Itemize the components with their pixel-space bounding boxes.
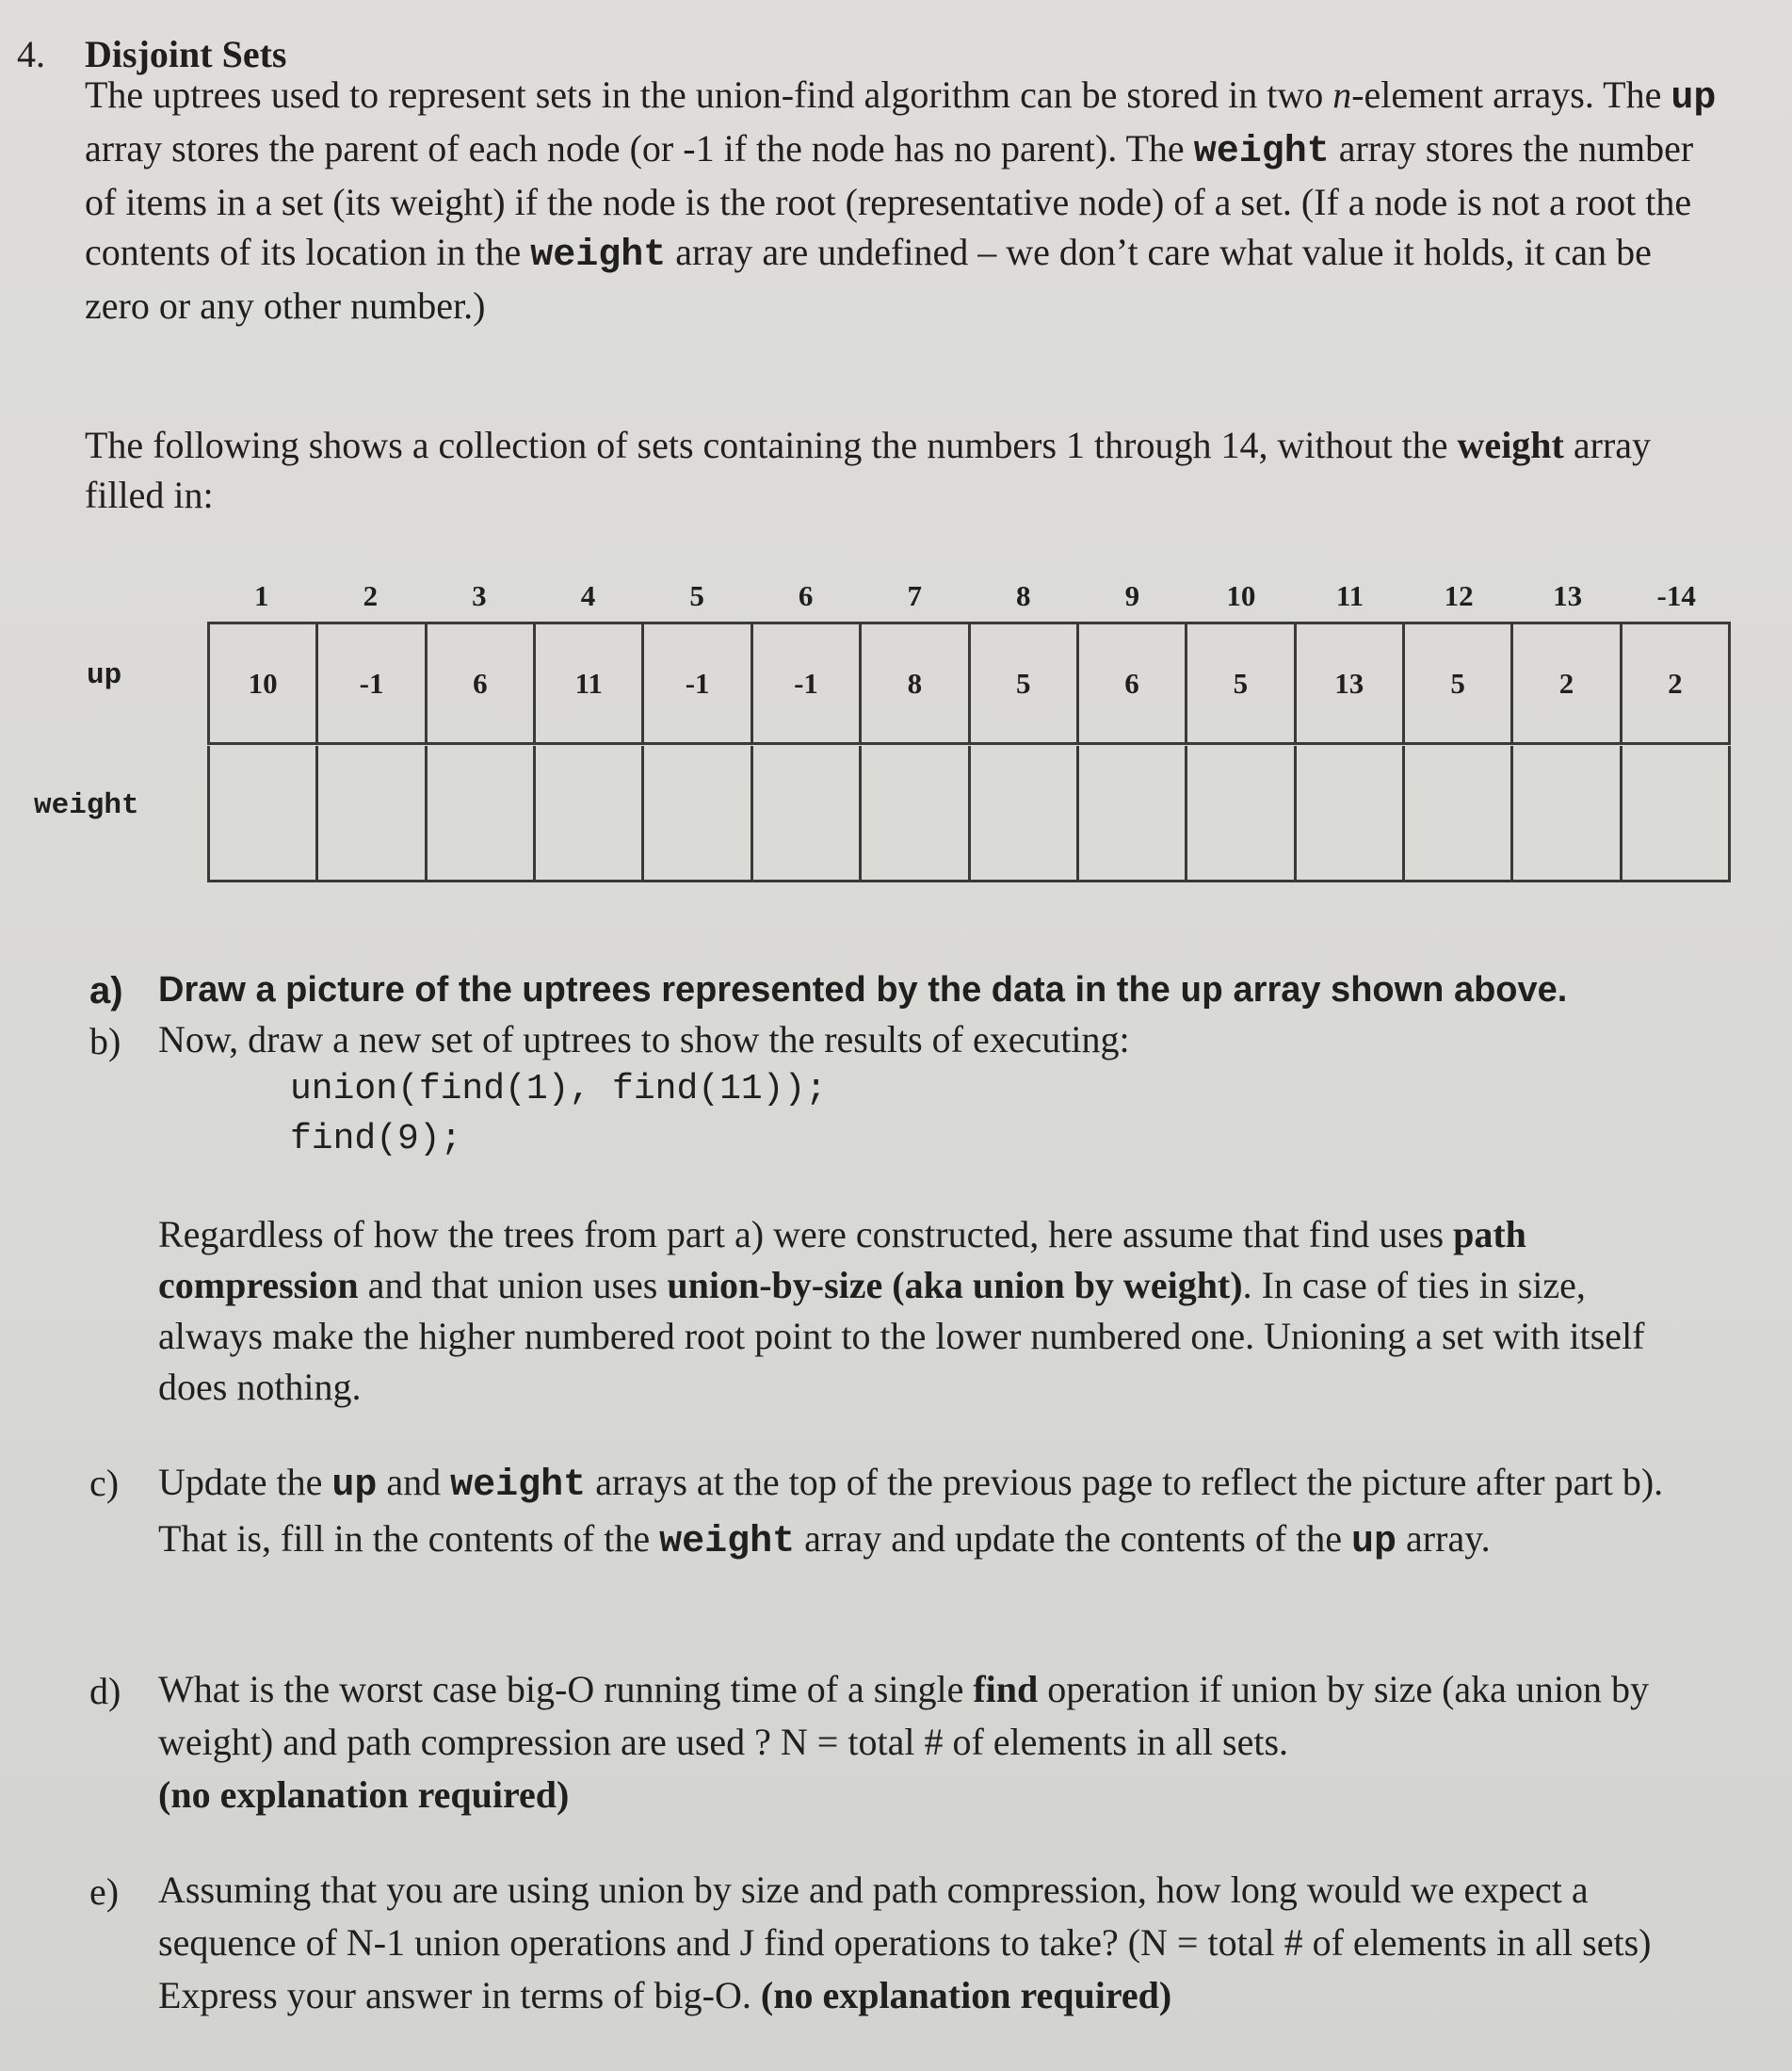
weight-array-row	[207, 746, 1731, 882]
index-label: 9	[1124, 579, 1140, 612]
part-c-text-5: array.	[1396, 1517, 1491, 1560]
part-b-note-1: Regardless of how the trees from part a) were constructed, here assume that find uses	[158, 1213, 1454, 1255]
part-d-label: d)	[89, 1670, 121, 1712]
up-cell: 13	[1297, 624, 1405, 742]
index-row	[0, 579, 1792, 617]
weight-cell[interactable]	[536, 746, 644, 880]
intro-n: n	[1332, 73, 1352, 116]
part-d-find: find	[973, 1668, 1039, 1710]
index-label: 11	[1335, 579, 1364, 612]
weight-cell[interactable]	[1513, 746, 1622, 880]
part-a-text	[158, 964, 1703, 1018]
index-label: 7	[907, 579, 922, 612]
up-cell: 10	[210, 624, 318, 742]
part-c-text-2: and	[377, 1461, 451, 1503]
up-cell: 6	[1079, 624, 1187, 742]
weight-cell[interactable]	[971, 746, 1079, 880]
intro-text-2: -element arrays. The	[1351, 73, 1671, 116]
intro-text-3: array stores the parent of each node (or -1 if the node has no parent). The	[85, 127, 1194, 170]
up-cell: 2	[1668, 666, 1683, 700]
part-c-text-4: array and update the contents of the	[795, 1517, 1352, 1560]
up-array-row	[207, 622, 1731, 745]
question-title: Disjoint Sets	[85, 33, 287, 75]
part-c-text	[158, 1456, 1693, 1569]
up-cell: 11	[536, 624, 644, 742]
weight-cell[interactable]	[1297, 746, 1405, 880]
up-cell: 2	[1513, 624, 1622, 742]
up-cell: 5	[971, 624, 1079, 742]
up-cell: 5	[1405, 624, 1513, 742]
weight-row-label: weight	[34, 789, 139, 822]
up-cell: 8	[862, 624, 970, 742]
part-c-up-code-2: up	[1351, 1521, 1397, 1563]
intro-text-1: The uptrees used to represent sets in the union-find algorithm can be stored in two	[85, 73, 1333, 116]
intro-text-5: array are undefined – we don’t care what value it holds, it can be zero or any other number.)	[85, 231, 1652, 327]
part-c-text-3: arrays at the top of the previous page to reflect the picture after part b). That is, fill in the contents of the	[158, 1461, 1664, 1560]
part-b-label: b)	[89, 1020, 121, 1062]
index-label: 6	[798, 579, 814, 612]
index-label: -14	[1656, 579, 1696, 612]
part-e-text-1: Assuming that you are using union by size and path compression, how long would we expect a sequence of N-1 union operations and J find operations to take? (N = total # of elements in all sets) Express your answer in terms of big-O.	[158, 1869, 1652, 2016]
part-e-label: e)	[89, 1870, 120, 1913]
index-label: 13	[1553, 579, 1583, 612]
part-a-text-2: array shown above.	[1222, 970, 1568, 1010]
weight-cell[interactable]	[428, 746, 536, 880]
part-a-text-1: Draw a picture of the uptrees represented by the data in the	[158, 970, 1181, 1010]
up-cell: -1	[753, 624, 862, 742]
index-label: 12	[1444, 579, 1474, 612]
part-b-note-2: and that union uses	[358, 1264, 668, 1306]
index-label: 4	[580, 579, 596, 612]
part-b-note-3: . In case of ties in size, always make the higher numbered root point to the lower numbered one. Unioning a set with itself does nothing.	[158, 1264, 1645, 1408]
index-label: 8	[1016, 579, 1031, 612]
index-label: 5	[689, 579, 704, 612]
following-weight: weight	[1457, 424, 1564, 466]
following-paragraph	[85, 420, 1723, 520]
part-b-note	[158, 1209, 1693, 1413]
part-c-weight-code: weight	[450, 1464, 587, 1507]
up-cell: -1	[644, 624, 752, 742]
part-e-text	[158, 1864, 1703, 2022]
up-cell: 6	[428, 624, 536, 742]
up-row-label: up	[87, 659, 122, 692]
intro-weight-code: weight	[1193, 131, 1330, 173]
part-a-label: a)	[89, 970, 123, 1011]
part-a-up-code: up	[1180, 972, 1223, 1012]
intro-up-code: up	[1671, 77, 1717, 120]
weight-cell[interactable]	[1405, 746, 1513, 880]
intro-paragraph	[85, 70, 1723, 331]
weight-cell[interactable]	[318, 746, 427, 880]
question-number: 4.	[17, 33, 45, 75]
weight-cell[interactable]	[1079, 746, 1187, 880]
part-b-text: Now, draw a new set of uptrees to show the results of executing:	[158, 1018, 1130, 1060]
weight-cell[interactable]	[1622, 746, 1728, 880]
code-line-find: find(9);	[290, 1119, 462, 1159]
intro-text-4: array stores the number of items in a set (its weight) if the node is the root (representative node) of a set. (If a node is not a root the contents of its location in the	[85, 127, 1694, 273]
following-text-1: The following shows a collection of sets containing the numbers 1 through 14, without the	[85, 424, 1458, 466]
code-line-union: union(find(1), find(11));	[290, 1069, 828, 1109]
index-label: 1	[254, 579, 269, 612]
part-e-no-explanation: (no explanation required)	[760, 1974, 1172, 2016]
weight-cell[interactable]	[210, 746, 318, 880]
part-c-weight-code-2: weight	[659, 1521, 796, 1563]
index-label: 3	[472, 579, 487, 612]
part-d-text-2: operation if union by size (aka union by weight) and path compression are used ? N = total # of elements in all sets.	[158, 1668, 1650, 1763]
up-cell: -1	[318, 624, 427, 742]
part-c-label: c)	[89, 1462, 120, 1504]
following-text-2: array filled in:	[85, 424, 1652, 516]
index-label: 2	[363, 579, 379, 612]
weight-cell[interactable]	[1187, 746, 1296, 880]
part-c-text-1: Update the	[158, 1461, 332, 1503]
weight-cell[interactable]	[644, 746, 752, 880]
part-d-text-1: What is the worst case big-O running time of a single	[158, 1668, 974, 1710]
index-label: 10	[1226, 579, 1256, 612]
part-d-text	[158, 1663, 1712, 1821]
part-b-note-bold-2: union-by-size (aka union by weight)	[667, 1264, 1243, 1306]
part-b-note-bold-1: path compression	[158, 1213, 1526, 1306]
up-cell: 5	[1187, 624, 1296, 742]
part-c-up-code: up	[331, 1464, 378, 1507]
intro-weight-code-2: weight	[530, 235, 667, 277]
weight-cell[interactable]	[753, 746, 862, 880]
part-d-no-explanation: (no explanation required)	[158, 1773, 570, 1816]
weight-cell[interactable]	[862, 746, 970, 880]
